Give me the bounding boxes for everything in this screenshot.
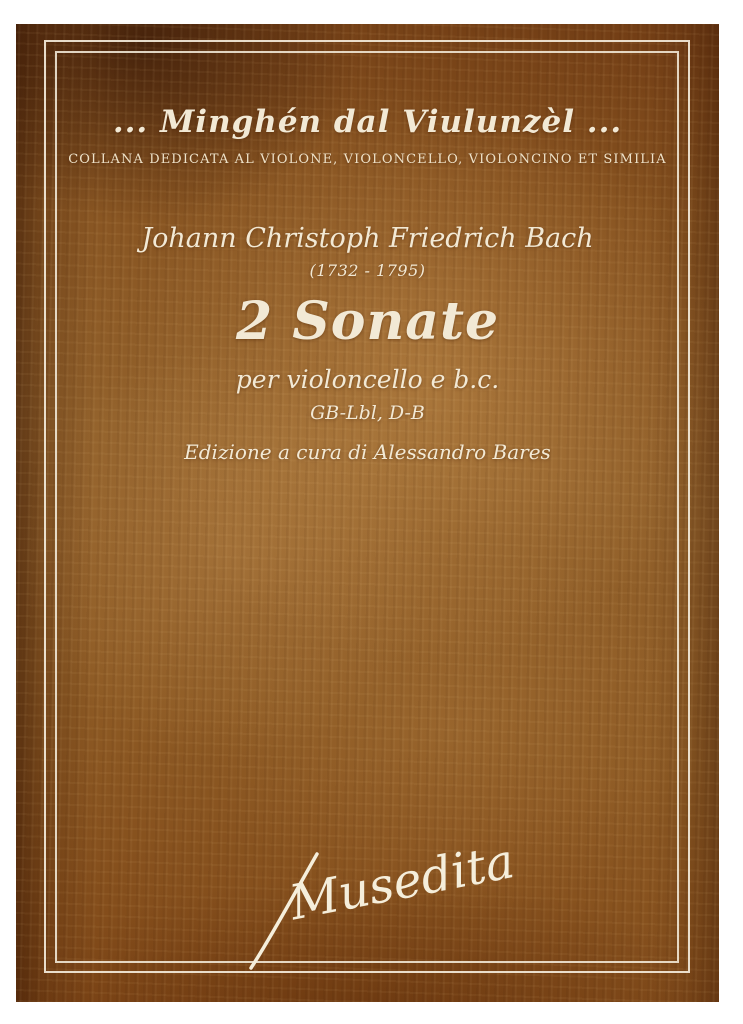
publisher-logo: [243, 796, 543, 976]
wood-background: [16, 24, 719, 1002]
library-sources: GB-Lbl, D-B: [310, 402, 425, 424]
instrumentation-line: per violoncello e b.c.: [235, 365, 500, 394]
musedita-signature-icon: [243, 796, 543, 976]
composer-name: Johann Christoph Friedrich Bach: [141, 223, 594, 254]
series-title: ... Minghén dal Viulunzèl ...: [112, 104, 623, 140]
series-subtitle: COLLANA DEDICATA AL VIOLONE, VIOLONCELLO, VIOLONCINO ET SIMILIA: [68, 152, 667, 167]
publisher-logo-text: Musedita: [284, 833, 519, 932]
work-title: 2 Sonate: [235, 291, 500, 352]
edition-credit: Edizione a cura di Alessandro Bares: [184, 440, 551, 464]
composer-dates: (1732 - 1795): [309, 261, 426, 280]
